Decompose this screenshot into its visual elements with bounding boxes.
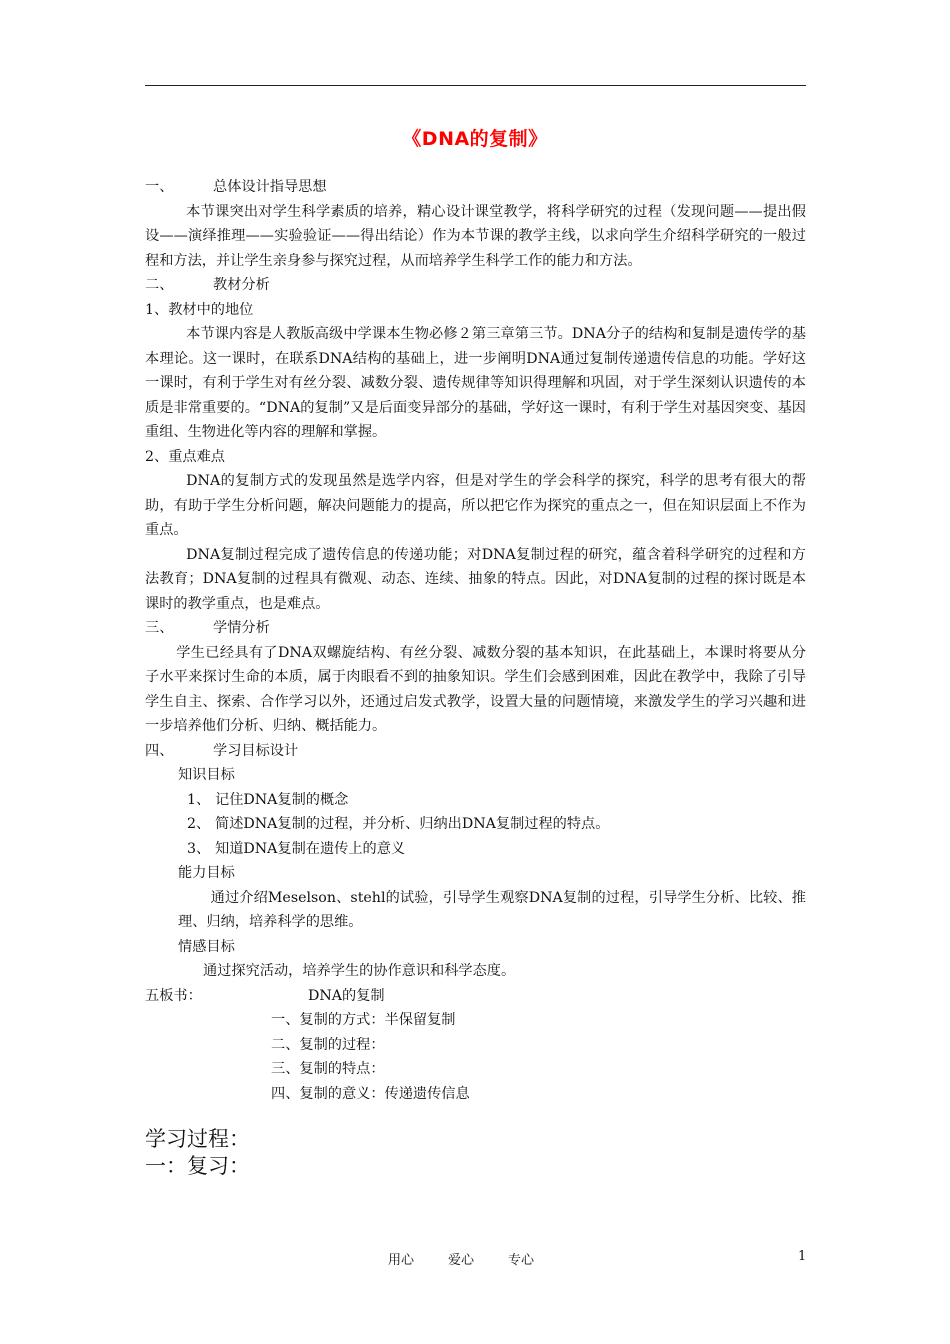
ability-goal-text: 通过介绍Meselson、stehl的试验，引导学生观察DNA复制的过程，引导学生分析、比较、推理、归纳，培养科学的思维。 — [178, 889, 806, 930]
document-body — [145, 175, 806, 1180]
goal-text: 记住DNA复制的概念 — [215, 791, 349, 808]
section-number: 二、 — [145, 277, 174, 293]
paragraph-design-idea: 本节课突出对学生科学素质的培养，精心设计课堂教学，将科学研究的过程（发现问题——提出假设——演绎推理——实验验证——得出结论）作为本节课的教学主线，以求向学生介绍科学研究的一般过程和方法，并让学生亲身参与探究过程，从而培养学生科学工作的能力和方法。 — [145, 203, 806, 269]
blackboard-item: 一、复制的方式：半保留复制 — [271, 1012, 456, 1028]
section-title: 总体设计指导思想 — [213, 179, 327, 195]
blackboard-label: 五板书： — [145, 987, 202, 1004]
paragraph-key-points-1: DNA的复制方式的发现虽然是选学内容，但是对学生的学会科学的探究，科学的思考有很大的帮助，有助于学生分析问题，解决问题能力的提高，所以把它作为探究的重点之一，但在知识层面上不作为重点。 — [145, 473, 806, 538]
blackboard-title: DNA的复制 — [308, 987, 385, 1004]
footer-word: 专心 — [508, 1253, 535, 1268]
blackboard-item: 二、复制的过程： — [271, 1036, 385, 1053]
knowledge-goal-label: 知识目标 — [178, 767, 235, 783]
emotion-goal-label: 情感目标 — [178, 938, 235, 955]
goal-number: 3、 — [187, 840, 211, 857]
footer-word: 爱心 — [448, 1253, 475, 1268]
goal-text: 知道DNA复制在遗传上的意义 — [215, 840, 406, 857]
blackboard-heading — [145, 984, 806, 1009]
knowledge-goal-item — [145, 812, 806, 837]
document-title: 《DNA的复制》 — [402, 128, 548, 150]
section-number: 三、 — [145, 620, 174, 636]
section-number: 一、 — [145, 179, 174, 195]
paragraph-key-points-2: DNA复制过程完成了遗传信息的传递功能；对DNA复制过程的研究，蕴含着科学研究的过程和方法教育；DNA复制的过程具有微观、动态、连续、抽象的特点。因此，对DNA复制的过程的探讨既是本课时的教学重点，也是难点。 — [145, 546, 806, 612]
section-title: 教材分析 — [213, 277, 270, 293]
footer-motto — [388, 1249, 568, 1268]
review-heading: 一：复习： — [145, 1154, 250, 1178]
knowledge-goal-item — [145, 788, 806, 813]
header-rule — [145, 85, 806, 86]
section-title: 学习目标设计 — [213, 742, 299, 759]
section-heading-1 — [145, 175, 806, 200]
section-number: 四、 — [145, 742, 174, 759]
learning-process-heading: 学习过程： — [145, 1127, 250, 1151]
subheading-key-points: 2、重点难点 — [145, 448, 225, 465]
section-heading-4 — [145, 739, 806, 764]
ability-goal-label: 能力目标 — [178, 865, 235, 881]
goal-number: 2、 — [187, 816, 211, 832]
section-title: 学情分析 — [213, 620, 270, 636]
footer-word: 用心 — [388, 1253, 415, 1268]
emotion-goal-text: 通过探究活动，培养学生的协作意识和科学态度。 — [203, 963, 516, 979]
paragraph-position: 本节课内容是人教版高级中学课本生物必修２第三章第三节。DNA分子的结构和复制是遗传学的基本理论。这一课时，在联系DNA结构的基础上，进一步阐明DNA通过复制传递遗传信息的功能。学好这一课时，有利于学生对有丝分裂、减数分裂、遗传规律等知识得理解和巩固，对于学生深刻认识遗传的本质是非常重要的。“DNA的复制”又是后面变异部分的基础，学好这一课时，有利于学生对基因突变、基因重组、生物进化等内容的理解和掌握。 — [145, 326, 806, 440]
blackboard-item: 四、复制的意义：传递遗传信息 — [271, 1085, 470, 1102]
page-number: 1 — [798, 1249, 807, 1264]
knowledge-goal-item — [145, 837, 806, 862]
section-heading-3 — [145, 616, 806, 641]
goal-number: 1、 — [187, 791, 211, 808]
section-heading-2 — [145, 273, 806, 298]
blackboard-item: 三、复制的特点： — [271, 1061, 385, 1077]
subheading-position: 1、教材中的地位 — [145, 301, 254, 318]
goal-text: 简述DNA复制的过程，并分析、归纳出DNA复制过程的特点。 — [215, 816, 610, 832]
paragraph-learner-analysis: 学生已经具有了DNA双螺旋结构、有丝分裂、减数分裂的基本知识，在此基础上，本课时将要从分子水平来探讨生命的本质，属于肉眼看不到的抽象知识。学生们会感到困难，因此在教学中，我除了引导学生自主、探索、合作学习以外，还通过启发式教学，设置大量的问题情境，来激发学生的学习兴趣和进一步培养他们分析、归纳、概括能力。 — [145, 644, 806, 734]
